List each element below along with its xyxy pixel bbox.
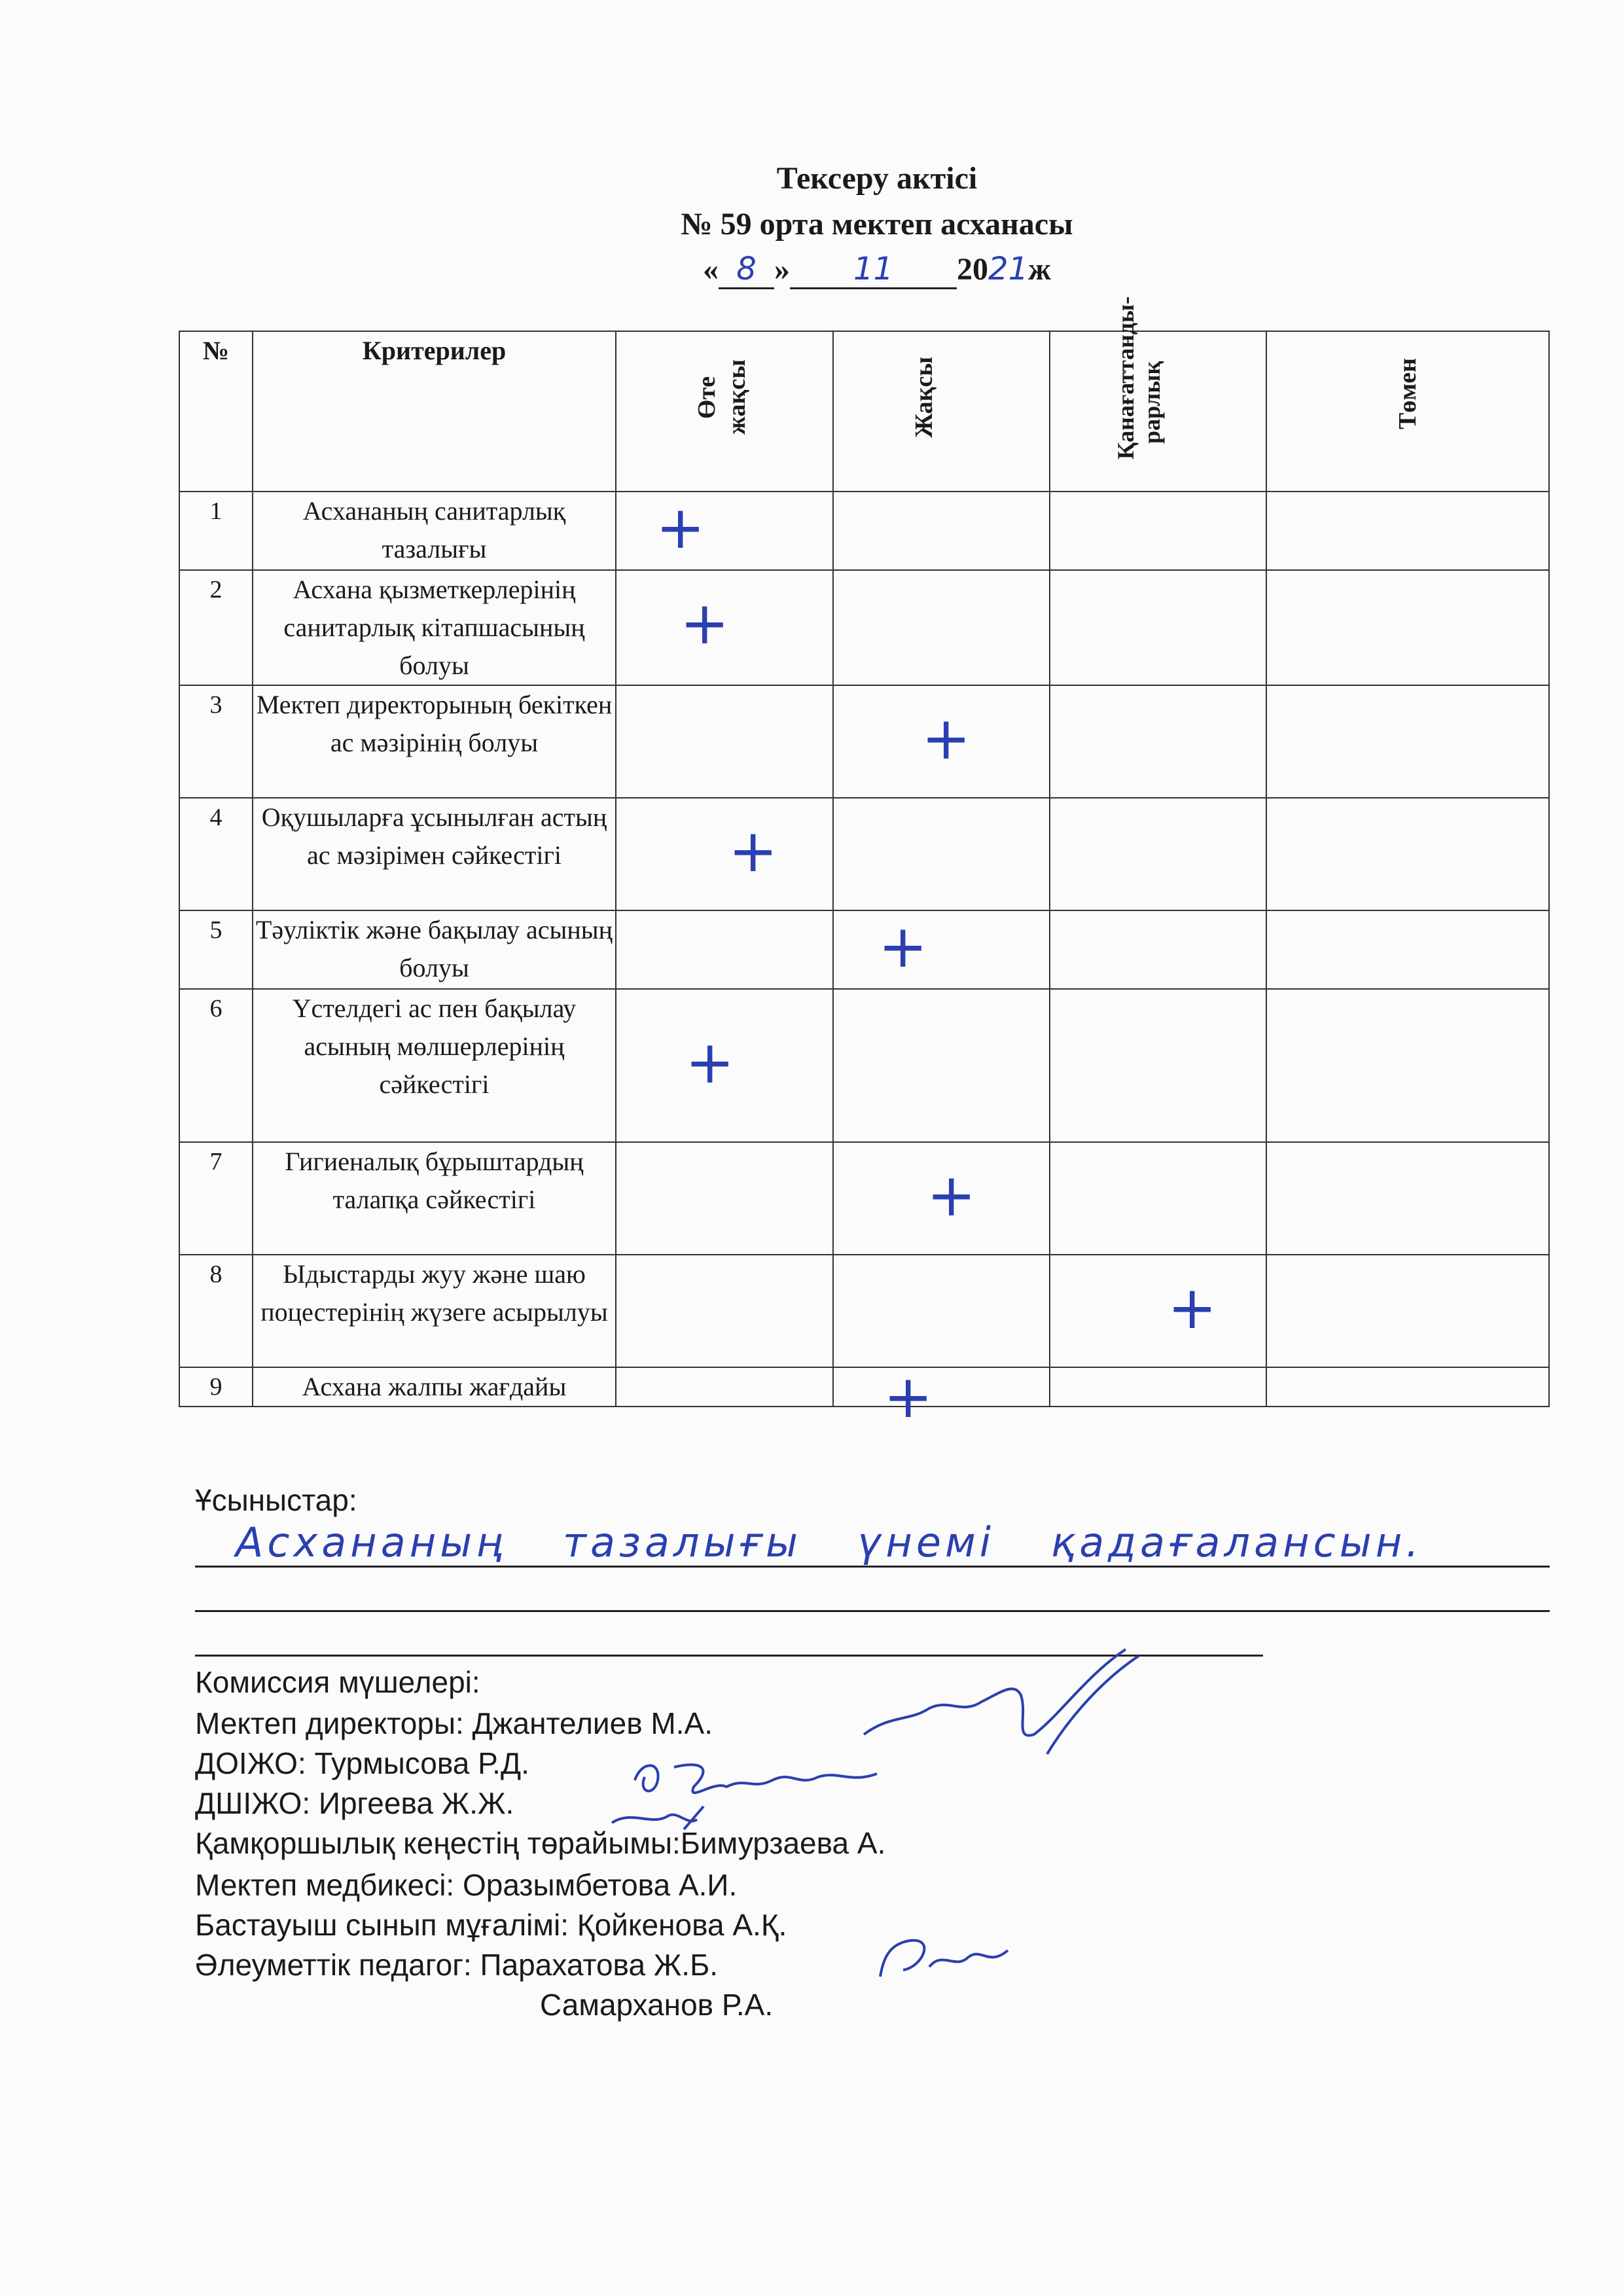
row-number: 5 [179, 910, 253, 989]
commission-member: ДОІЖО: Турмысова Р.Д. [195, 1746, 529, 1780]
date-year-prefix: 20 [957, 252, 989, 287]
signature-parakhatova [870, 1931, 1021, 1990]
date-year-mark: ж [1028, 252, 1051, 287]
commission-member: Қамқоршылық кеңестің төрайымы:Бимурзаева А. [195, 1826, 886, 1860]
signature-irgeeva [605, 1793, 723, 1846]
row-criterion: Үстелдегі ас пен бақылау асының мөлшерлерінің сәйкестігі [253, 989, 616, 1142]
check-mark: + [1168, 1274, 1217, 1342]
row-number: 7 [179, 1142, 253, 1255]
commission-member: Мектеп директоры: Джантелиев М.А. [195, 1706, 713, 1740]
rating-cell [616, 570, 833, 685]
commission-member: Бастауыш сынып мұғалімі: Қойкенова А.Қ. [195, 1908, 787, 1942]
header-number: № [179, 331, 253, 492]
rating-cell [833, 1363, 1050, 1431]
table-row [179, 492, 1549, 570]
document-subtitle: № 59 орта мектеп асханасы [681, 207, 1073, 242]
inspection-table [179, 296, 1550, 1431]
rating-cell [1050, 685, 1266, 798]
rating-cell [1050, 1367, 1266, 1407]
table-row [179, 1255, 1549, 1367]
row-criterion: Оқушыларға ұсынылған астың ас мәзірімен сәйкестігі [253, 798, 616, 910]
rating-cell [833, 685, 1050, 798]
check-mark: + [656, 493, 705, 562]
table-row [179, 570, 1549, 685]
rating-cell [1050, 910, 1266, 989]
rating-cell [1266, 1255, 1549, 1367]
rating-cell [1050, 570, 1266, 685]
row-criterion: Асхана жалпы жағдайы [253, 1367, 616, 1407]
rating-cell [1266, 685, 1549, 798]
table-row [179, 910, 1549, 989]
rating-cell [1266, 1142, 1549, 1255]
row-criterion: Тәуліктік және бақылау асының болуы [253, 910, 616, 989]
table-header-row [179, 331, 1549, 492]
table-row [179, 685, 1549, 798]
date-month: 11 [790, 251, 957, 289]
rating-cell [833, 492, 1050, 570]
row-criterion: Асхананың санитарлық тазалығы [253, 492, 616, 570]
recommendations-line-1 [195, 1566, 1550, 1568]
rating-cell [616, 685, 833, 798]
check-mark: + [680, 589, 730, 658]
rating-cell [833, 570, 1050, 685]
document-title: Тексеру актісі [776, 161, 978, 196]
document-date [0, 251, 1623, 289]
row-number: 4 [179, 798, 253, 910]
commission-member: Самарханов Р.А. [540, 1988, 774, 2022]
row-number: 8 [179, 1255, 253, 1367]
header-excellent: Өте жақсы [616, 331, 833, 492]
row-number: 1 [179, 492, 253, 570]
header-good: Жақсы [833, 331, 1050, 492]
commission-member: Әлеуметтік педагог: Парахатова Ж.Б. [195, 1948, 719, 1982]
row-number: 3 [179, 685, 253, 798]
rating-cell [1266, 910, 1549, 989]
row-number: 2 [179, 570, 253, 685]
rating-cell [616, 492, 833, 570]
rating-cell [1266, 1367, 1549, 1407]
rating-cell [833, 989, 1050, 1142]
rating-cell [616, 1255, 833, 1367]
table-row [179, 1367, 1549, 1407]
rating-cell [833, 1142, 1050, 1255]
date-day: 8 [719, 251, 774, 289]
table-row [179, 989, 1549, 1142]
rating-cell [1050, 989, 1266, 1142]
rating-cell [1050, 798, 1266, 910]
check-mark: + [728, 817, 778, 886]
recommendations-line-2 [195, 1610, 1550, 1612]
row-number: 9 [179, 1367, 253, 1407]
rating-cell [616, 1142, 833, 1255]
rating-cell [1050, 492, 1266, 570]
rating-cell [833, 910, 1050, 989]
check-mark: + [878, 912, 928, 981]
row-criterion: Ыдыстарды жуу және шаю поцестерінің жүзеге асырылуы [253, 1255, 616, 1367]
check-mark: + [927, 1161, 976, 1230]
check-mark: + [883, 1363, 933, 1431]
rating-cell [1266, 989, 1549, 1142]
rating-cell [1050, 1255, 1266, 1367]
commission-member: ДШІЖО: Иргеева Ж.Ж. [195, 1786, 514, 1820]
check-mark: + [685, 1028, 735, 1097]
recommendations-text: Асхананың тазалығы үнемі қадағалансын. [236, 1518, 1423, 1566]
date-year-suffix: 21 [988, 251, 1029, 287]
rating-cell [616, 1367, 833, 1407]
rating-cell [1050, 1142, 1266, 1255]
date-open-quote: « [703, 252, 719, 287]
date-close-quote: » [774, 252, 791, 287]
rating-cell [833, 798, 1050, 910]
row-criterion: Мектеп директорының бекіткен ас мәзірінің болуы [253, 685, 616, 798]
rating-cell [1266, 570, 1549, 685]
rating-cell [833, 1255, 1050, 1367]
header-low: Төмен [1266, 331, 1549, 492]
commission-title: Комиссия мүшелері: [195, 1665, 480, 1699]
row-number: 6 [179, 989, 253, 1142]
rating-cell [616, 910, 833, 989]
rating-cell [616, 798, 833, 910]
table-row [179, 798, 1549, 910]
check-mark: + [921, 704, 971, 773]
rating-cell [616, 989, 833, 1142]
recommendations-label: Ұсыныстар: [195, 1483, 357, 1517]
table-row [179, 1142, 1549, 1255]
row-criterion: Гигиеналық бұрыштардың талапқа сәйкестігі [253, 1142, 616, 1255]
header-satisfactory: Қанағаттандырарлық [1050, 331, 1266, 492]
commission-member: Мектеп медбикесі: Оразымбетова А.И. [195, 1868, 738, 1902]
rating-cell [1266, 492, 1549, 570]
header-criteria: Критерилер [253, 331, 616, 492]
row-criterion: Асхана қызметкерлерінің санитарлық кітапшасының болуы [253, 570, 616, 685]
rating-cell [1266, 798, 1549, 910]
signature-director [851, 1636, 1165, 1780]
